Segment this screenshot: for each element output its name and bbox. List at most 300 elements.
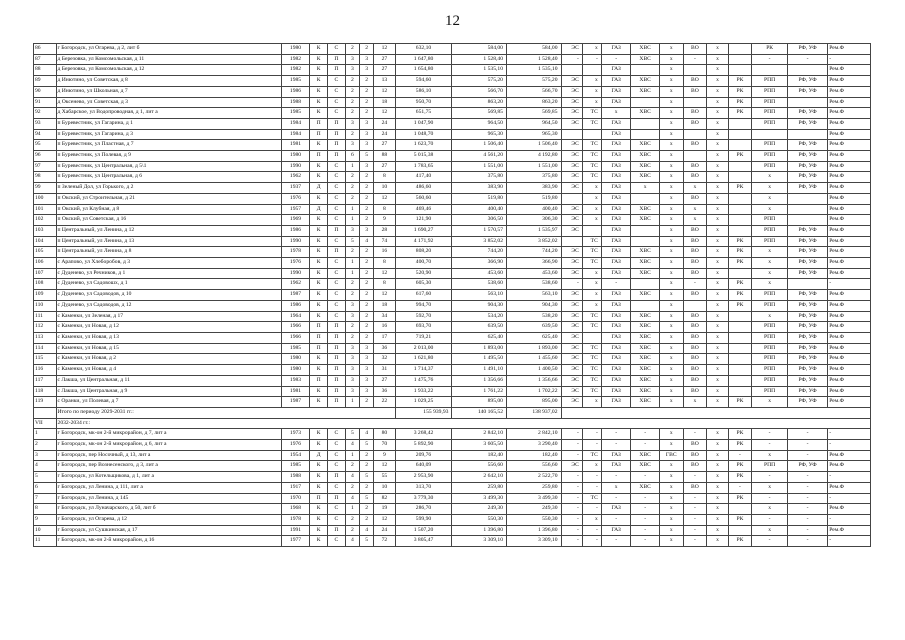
table-cell: Рем.Ф <box>828 225 871 236</box>
table-cell: К <box>310 279 328 290</box>
table-cell: РК <box>728 108 752 119</box>
table-cell: 2 <box>345 86 359 97</box>
table-cell <box>728 332 752 343</box>
table-cell <box>728 268 752 279</box>
table-cell: 2 <box>360 300 374 311</box>
table-row <box>34 118 871 129</box>
table-cell: С <box>328 300 346 311</box>
table-row <box>34 493 871 504</box>
table-cell: 863,20 <box>452 97 507 108</box>
table-cell: х <box>582 397 601 408</box>
table-cell: Рем.Ф <box>828 247 871 258</box>
table-cell: х <box>707 440 728 451</box>
table-cell: х <box>707 536 728 547</box>
table-cell: х <box>659 151 683 162</box>
table-cell <box>787 97 827 108</box>
table-cell: 2 <box>360 247 374 258</box>
table-cell: х <box>582 215 601 226</box>
table-cell: 560,60 <box>395 193 452 204</box>
table-cell: 2 <box>34 440 57 451</box>
table-cell <box>561 65 582 76</box>
table-row <box>34 504 871 515</box>
table-cell: 8 <box>374 258 395 269</box>
table-cell: 2 842,10 <box>506 429 561 440</box>
table-cell: 34 <box>374 311 395 322</box>
table-cell: 12 <box>374 514 395 525</box>
table-cell: ХВС <box>631 215 659 226</box>
table-cell: К <box>310 514 328 525</box>
table-cell: х <box>659 129 683 140</box>
table-cell <box>582 129 601 140</box>
table-row <box>34 279 871 290</box>
table-cell: с Дуденево, ул Садоводов, д 10 <box>56 290 281 301</box>
table-cell: 5 <box>360 151 374 162</box>
table-cell: ГАЗ <box>601 258 631 269</box>
table-cell: 2 <box>360 97 374 108</box>
table-cell: 2 <box>360 215 374 226</box>
table-cell: ЭС <box>561 108 582 119</box>
table-cell: Рем.Ф <box>828 65 871 76</box>
table-cell: С <box>328 193 346 204</box>
table-cell: х <box>659 108 683 119</box>
table-cell: х <box>582 279 601 290</box>
table-cell: с Дуденево, ул Речников, д 1 <box>56 268 281 279</box>
table-row <box>34 354 871 365</box>
table-cell: ЭС <box>561 461 582 472</box>
table-cell: 6 <box>34 482 57 493</box>
table-cell: х <box>752 482 788 493</box>
table-cell: 575,20 <box>452 76 507 87</box>
table-cell: С <box>328 429 346 440</box>
table-row <box>34 300 871 311</box>
table-cell <box>728 225 752 236</box>
table-cell: ВО <box>683 140 707 151</box>
table-cell: С <box>328 204 346 215</box>
table-cell: С <box>328 290 346 301</box>
table-cell: 366,90 <box>506 258 561 269</box>
table-row <box>34 461 871 472</box>
table-cell: 1980 <box>281 151 309 162</box>
table-cell: х <box>707 365 728 376</box>
table-cell: 18 <box>374 97 395 108</box>
table-cell: 3 <box>360 118 374 129</box>
table-cell: 965,30 <box>452 129 507 140</box>
table-cell: 2 <box>345 482 359 493</box>
table-cell: х <box>659 461 683 472</box>
table-cell <box>582 225 601 236</box>
table-cell: 1985 <box>281 76 309 87</box>
table-cell: РПП <box>752 386 788 397</box>
table-cell <box>787 279 827 290</box>
table-cell: 538,20 <box>506 311 561 322</box>
table-cell: 625,40 <box>452 332 507 343</box>
table-cell: ГАЗ <box>601 332 631 343</box>
table-cell: ЭС <box>561 183 582 194</box>
table-cell: К <box>310 108 328 119</box>
table-cell: х <box>683 204 707 215</box>
table-cell: х <box>752 258 788 269</box>
table-cell: ХВС <box>631 258 659 269</box>
table-cell: 556,60 <box>506 461 561 472</box>
table-cell: С <box>328 311 346 322</box>
table-cell: К <box>310 429 328 440</box>
table-cell: 2 <box>360 258 374 269</box>
section-row <box>34 418 871 429</box>
table-cell: К <box>310 397 328 408</box>
table-cell <box>561 193 582 204</box>
table-cell: 5 <box>345 236 359 247</box>
table-cell: х <box>582 290 601 301</box>
table-row <box>34 215 871 226</box>
table-cell: 1 <box>345 504 359 515</box>
table-cell: 625,40 <box>506 332 561 343</box>
table-cell: х <box>659 65 683 76</box>
table-cell: П <box>328 247 346 258</box>
table-cell: 121,90 <box>395 215 452 226</box>
table-cell: п Центральный, ул Ленина, д 13 <box>56 236 281 247</box>
table-cell: РФ, УФ <box>787 86 827 97</box>
table-cell: х <box>707 172 728 183</box>
table-cell: 1986 <box>281 225 309 236</box>
table-cell: ХВС <box>631 397 659 408</box>
table-cell: П <box>328 129 346 140</box>
table-cell: 2 013,00 <box>395 343 452 354</box>
table-cell: 98 <box>34 172 57 183</box>
table-cell: 904,30 <box>506 300 561 311</box>
table-cell: - <box>582 429 601 440</box>
table-cell: 2 <box>345 193 359 204</box>
table-cell: - <box>752 440 788 451</box>
table-cell: С <box>328 108 346 119</box>
table-cell: Рем.Ф <box>828 365 871 376</box>
table-cell: х <box>582 268 601 279</box>
table-cell <box>631 129 659 140</box>
table-cell: х <box>582 204 601 215</box>
table-cell <box>728 343 752 354</box>
table-row <box>34 365 871 376</box>
table-cell: 453,60 <box>506 268 561 279</box>
table-cell: д Хабарское, ул Водопроводная, д 1, лит а <box>56 108 281 119</box>
table-cell: 1 356,66 <box>506 375 561 386</box>
table-cell: К <box>310 86 328 97</box>
table-cell: Рем.Ф <box>828 161 871 172</box>
table-cell: х <box>707 386 728 397</box>
section-number: VII <box>34 418 57 429</box>
table-cell: ГАЗ <box>601 311 631 322</box>
table-cell: К <box>310 225 328 236</box>
table-cell: 534,20 <box>452 311 507 322</box>
table-cell: ВО <box>683 440 707 451</box>
table-cell: 313,70 <box>395 482 452 493</box>
table-cell: Рем.Ф <box>828 193 871 204</box>
table-cell: п Окский, ул Советская, д 16 <box>56 215 281 226</box>
total-cell: 155 939,93 <box>395 407 452 418</box>
table-cell: - <box>752 514 788 525</box>
table-cell: 417,40 <box>395 172 452 183</box>
table-cell: Рем.Ф <box>828 397 871 408</box>
table-cell: 1 <box>345 450 359 461</box>
table-cell: ТС <box>582 354 601 365</box>
table-cell: 1985 <box>281 108 309 119</box>
table-cell: 16 <box>374 247 395 258</box>
table-cell: 1991 <box>281 525 309 536</box>
table-cell: 1 029,25 <box>395 397 452 408</box>
table-cell: П <box>328 397 346 408</box>
table-cell: х <box>659 536 683 547</box>
table-cell: 106 <box>34 258 57 269</box>
table-cell: х <box>707 322 728 333</box>
empty-cell <box>34 407 57 418</box>
table-cell: - <box>601 472 631 483</box>
table-cell: х <box>659 193 683 204</box>
table-cell: - <box>631 472 659 483</box>
table-cell: ТС <box>582 236 601 247</box>
table-cell <box>631 225 659 236</box>
table-cell: х <box>659 375 683 386</box>
table-cell: РК <box>728 258 752 269</box>
table-cell: П <box>328 322 346 333</box>
table-cell: 1954 <box>281 450 309 461</box>
table-cell: 114 <box>34 343 57 354</box>
table-cell: х <box>659 279 683 290</box>
table-cell: ЭС <box>561 311 582 322</box>
table-cell: РФ, УФ <box>787 343 827 354</box>
table-cell <box>728 311 752 322</box>
table-row <box>34 76 871 87</box>
table-cell: х <box>707 215 728 226</box>
table-cell: 400,40 <box>506 204 561 215</box>
table-cell: ГАЗ <box>601 86 631 97</box>
table-cell: г Богородск, пер Вознесенского, д 3, лит а <box>56 461 281 472</box>
table-cell: - <box>631 493 659 504</box>
table-cell: 9 <box>374 215 395 226</box>
table-cell: 375,80 <box>506 172 561 183</box>
table-cell: РФ, УФ <box>787 375 827 386</box>
table-cell: ЭС <box>561 44 582 55</box>
table-cell: х <box>752 450 788 461</box>
table-cell: х <box>659 493 683 504</box>
table-cell: Рем.Ф <box>828 450 871 461</box>
table-cell: 3 <box>345 140 359 151</box>
table-cell: ГАЗ <box>601 365 631 376</box>
table-cell: 744,20 <box>452 247 507 258</box>
table-cell: 1980 <box>281 354 309 365</box>
table-cell: с Лакша, ул Центральная, д 9 <box>56 386 281 397</box>
table-cell: ГАЗ <box>601 76 631 87</box>
table-cell: 116 <box>34 365 57 376</box>
table-cell: РК <box>728 514 752 525</box>
table-cell <box>728 65 752 76</box>
table-cell: г Богородск, ул Луначарского, д 50, лит б <box>56 504 281 515</box>
table-cell <box>561 129 582 140</box>
table-cell: - <box>752 54 788 65</box>
table-cell: 2 <box>360 482 374 493</box>
table-cell: п Буревестник, ул Пластная, д 7 <box>56 140 281 151</box>
table-cell: х <box>601 108 631 119</box>
table-cell <box>631 97 659 108</box>
table-cell: ВО <box>683 44 707 55</box>
table-cell: п Буревестник, ул Полевая, д 9 <box>56 151 281 162</box>
table-cell: х <box>659 440 683 451</box>
table-cell: Рем.Ф <box>828 375 871 386</box>
table-cell: 1 761,22 <box>452 386 507 397</box>
table-cell: 1 356,66 <box>452 375 507 386</box>
table-cell: 2 842,10 <box>452 429 507 440</box>
page-number: 12 <box>445 13 460 29</box>
table-cell: д Березовка, ул Комсомольская, д 12 <box>56 65 281 76</box>
table-cell: ЭС <box>561 97 582 108</box>
table-cell: - <box>787 429 827 440</box>
table-cell: 1917 <box>281 482 309 493</box>
table-cell: П <box>328 386 346 397</box>
table-cell: РК <box>728 236 752 247</box>
table-cell: х <box>752 525 788 536</box>
table-cell: 111 <box>34 311 57 322</box>
table-cell: 3 779,30 <box>395 493 452 504</box>
table-cell: ХВС <box>631 44 659 55</box>
table-cell: 112 <box>34 322 57 333</box>
table-cell: 1986 <box>281 300 309 311</box>
table-cell: 2 <box>345 183 359 194</box>
table-cell: 101 <box>34 204 57 215</box>
table-cell: РФ, УФ <box>787 183 827 194</box>
table-cell: 2 <box>345 108 359 119</box>
table-cell: С <box>328 279 346 290</box>
table-cell: 104 <box>34 236 57 247</box>
table-cell: 3 <box>345 354 359 365</box>
table-cell: 4 <box>345 440 359 451</box>
table-cell: П <box>310 129 328 140</box>
table-cell: - <box>728 482 752 493</box>
table-cell: 586,10 <box>395 86 452 97</box>
table-cell: - <box>787 504 827 515</box>
table-cell: с Арапово, ул Хлеборобов, д 3 <box>56 258 281 269</box>
table-cell: ГАЗ <box>601 172 631 183</box>
table-cell: г Богородск, мк-он 2-й микрорайон, д 7, лит а <box>56 429 281 440</box>
table-cell: ХВС <box>631 268 659 279</box>
table-cell: - <box>683 54 707 65</box>
table-cell: 3 <box>345 65 359 76</box>
table-cell: 3 <box>360 225 374 236</box>
table-cell: - <box>728 450 752 461</box>
table-cell <box>728 504 752 515</box>
table-cell: 366,90 <box>452 258 507 269</box>
table-cell: Рем.Ф <box>828 322 871 333</box>
table-cell: 31 <box>374 365 395 376</box>
table-cell: РК <box>728 440 752 451</box>
table-row <box>34 108 871 119</box>
table-cell: х <box>659 215 683 226</box>
table-cell: 3 <box>345 375 359 386</box>
table-cell: ГАЗ <box>601 525 631 536</box>
table-cell: 12 <box>374 193 395 204</box>
table-cell: 1 528,40 <box>452 54 507 65</box>
table-cell: 3 <box>345 118 359 129</box>
table-cell: 88 <box>34 65 57 76</box>
table-cell: х <box>659 204 683 215</box>
table-cell: ТС <box>582 161 601 172</box>
table-cell: РК <box>728 151 752 162</box>
table-cell: 1966 <box>281 322 309 333</box>
table-cell: х <box>707 54 728 65</box>
table-cell: 27 <box>374 65 395 76</box>
table-cell: 110 <box>34 300 57 311</box>
table-cell: - <box>828 493 871 504</box>
table-cell <box>728 54 752 65</box>
table-cell <box>683 151 707 162</box>
table-cell: 92 <box>34 108 57 119</box>
table-cell: ВО <box>683 108 707 119</box>
table-cell: 1982 <box>281 65 309 76</box>
table-row <box>34 86 871 97</box>
table-cell: ХВС <box>631 332 659 343</box>
table-cell: 1976 <box>281 193 309 204</box>
table-cell: 4 <box>360 429 374 440</box>
table-cell: - <box>787 525 827 536</box>
table-cell: 3 <box>345 225 359 236</box>
table-row <box>34 247 871 258</box>
table-cell: К <box>310 76 328 87</box>
table-cell: х <box>659 322 683 333</box>
table-cell: 3 <box>345 386 359 397</box>
table-cell: С <box>328 450 346 461</box>
table-cell: 5 <box>34 472 57 483</box>
table-cell: С <box>328 236 346 247</box>
table-cell: - <box>601 279 631 290</box>
table-cell: П <box>328 225 346 236</box>
table-cell: х <box>707 151 728 162</box>
table-cell: 182,40 <box>452 450 507 461</box>
table-cell: ГАЗ <box>601 343 631 354</box>
table-cell: 249,30 <box>506 504 561 515</box>
table-cell: 599,90 <box>395 514 452 525</box>
table-cell: РК <box>752 44 788 55</box>
table-cell: 3 <box>345 311 359 322</box>
table-cell: 99 <box>34 183 57 194</box>
table-cell: ХВС <box>631 76 659 87</box>
table-cell: х <box>659 343 683 354</box>
table-cell: х <box>707 140 728 151</box>
table-cell: 1 <box>345 397 359 408</box>
table-cell: х <box>582 97 601 108</box>
table-cell: 383,90 <box>506 183 561 194</box>
table-cell: 1 396,80 <box>506 525 561 536</box>
table-cell: 2 <box>360 86 374 97</box>
table-cell: х <box>659 54 683 65</box>
table-cell: 10 <box>34 525 57 536</box>
table-cell: 2 <box>360 397 374 408</box>
table-cell: 584,00 <box>506 44 561 55</box>
table-cell: 12 <box>374 290 395 301</box>
table-cell: 1 506,40 <box>506 140 561 151</box>
table-cell: ЭС <box>561 354 582 365</box>
table-cell: 2 <box>360 193 374 204</box>
table-cell: - <box>582 440 601 451</box>
table-cell: ГАЗ <box>601 354 631 365</box>
table-cell: х <box>707 450 728 461</box>
table-cell: - <box>561 536 582 547</box>
table-cell: - <box>561 450 582 461</box>
table-cell: - <box>601 429 631 440</box>
table-cell: 36 <box>374 343 395 354</box>
table-cell: п Центральный, ул Ленина, д 8 <box>56 247 281 258</box>
table-cell: х <box>752 172 788 183</box>
table-cell <box>728 215 752 226</box>
table-cell: - <box>631 440 659 451</box>
table-cell: ТС <box>582 118 601 129</box>
table-cell: 117 <box>34 375 57 386</box>
table-cell <box>631 118 659 129</box>
